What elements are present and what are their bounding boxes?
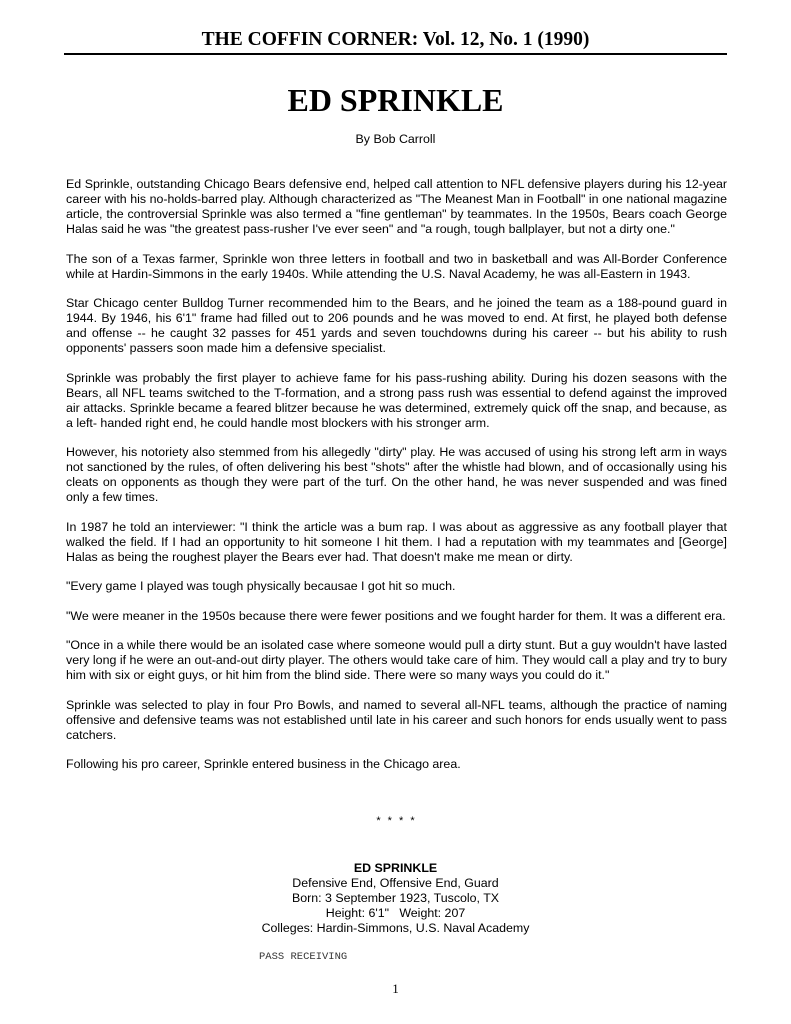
bio-colleges: Colleges: Hardin-Simmons, U.S. Naval Academy [261, 921, 530, 935]
paragraph: "Every game I played was tough physically becausae I got hit so much. [66, 579, 456, 593]
publication-header: THE COFFIN CORNER: Vol. 12, No. 1 (1990) [201, 29, 590, 50]
byline: By Bob Carroll [355, 132, 436, 146]
paragraph: Following his pro career, Sprinkle entered business in the Chicago area. [66, 757, 461, 771]
bio-height-weight: Height: 6'1" Weight: 207 [325, 906, 466, 920]
paragraph: Ed Sprinkle, outstanding Chicago Bears defensive end, helped call attention to NFL defensive players during his 12-year career with his no-holds-barred play. Although characterized as "The Meanest Man in Football" in one national magazine article, the controversial Sprinkle was also termed a "fine gentleman" by teammates. In the 1950s, Bears coach George Halas said he was "the greatest pass-rusher I've ever seen" and "a rough, tough ballplayer, but not a dirty one." [66, 177, 727, 236]
paragraph: "Once in a while there would be an isolated case where someone would pull a dirty stunt. But a guy wouldn't have lasted very long if he were an out-and-out dirty player. The others would take care of him. They would call a play and try to bury him with six or eight guys, or hit him from the blind side. There were so many ways you could do it." [66, 638, 727, 682]
paragraph: The son of a Texas farmer, Sprinkle won three letters in football and two in basketball and was All-Border Conference while at Hardin-Simmons in the early 1940s. While attending the U.S. Naval Academy, he was all-Eastern in 1943. [66, 251, 727, 281]
stats-heading: PASS RECEIVING [259, 951, 348, 963]
article-body [66, 177, 727, 772]
section-separator: * * * * [376, 815, 415, 827]
paragraph: Star Chicago center Bulldog Turner recommended him to the Bears, and he joined the team as a 188-pound guard in 1944. By 1946, his 6'1" frame had filled out to 206 pounds and he was moved to end. At first, he played both defense and offense -- he caught 32 passes for 451 yards and seven touchdowns during his career -- but his ability to rush opponents' passers soon made him a defensive specialist. [66, 296, 727, 355]
page-number: 1 [392, 981, 399, 996]
paragraph: Sprinkle was probably the first player to achieve fame for his pass-rushing ability. During his dozen seasons with the Bears, all NFL teams switched to the T-formation, and a strong pass rush was essential to defend against the improved air attacks. Sprinkle became a feared blitzer because he was determined, extremely quick off the snap, and because, as a left- handed right end, he could handle most blockers with his stronger arm. [66, 370, 727, 430]
paragraph: In 1987 he told an interviewer: "I think the article was a bum rap. I was about as aggressive as any football player that walked the field. If I had an opportunity to hit someone I hit them. I had a reputation with my teammates and [George] Halas as being the roughest player the Bears ever had. That doesn't make me mean or dirty. [66, 519, 727, 564]
paragraph: Sprinkle was selected to play in four Pro Bowls, and named to several all-NFL teams, although the practice of naming offensive and defensive teams was not established until late in his career and such honors for ends usually went to pass catchers. [66, 697, 727, 742]
player-bio [0, 861, 791, 936]
paragraph: However, his notoriety also stemmed from his allegedly "dirty" play. He was accused of using his strong left arm in ways not sanctioned by the rules, of often delivering his best "shots" after the whistle had blown, and of occasionally using his cleats on opponents as though they were part of the turf. On the other hand, he was never suspended and was fined only a few times. [66, 445, 727, 504]
paragraph: "We were meaner in the 1950s because there were fewer positions and we fought harder for them. It was a different era. [66, 608, 726, 623]
header-divider [64, 53, 727, 55]
bio-born: Born: 3 September 1923, Tuscolo, TX [291, 891, 500, 905]
bio-name: ED SPRINKLE [353, 861, 438, 875]
bio-positions: Defensive End, Offensive End, Guard [292, 876, 499, 890]
article-title: ED SPRINKLE [287, 82, 504, 118]
